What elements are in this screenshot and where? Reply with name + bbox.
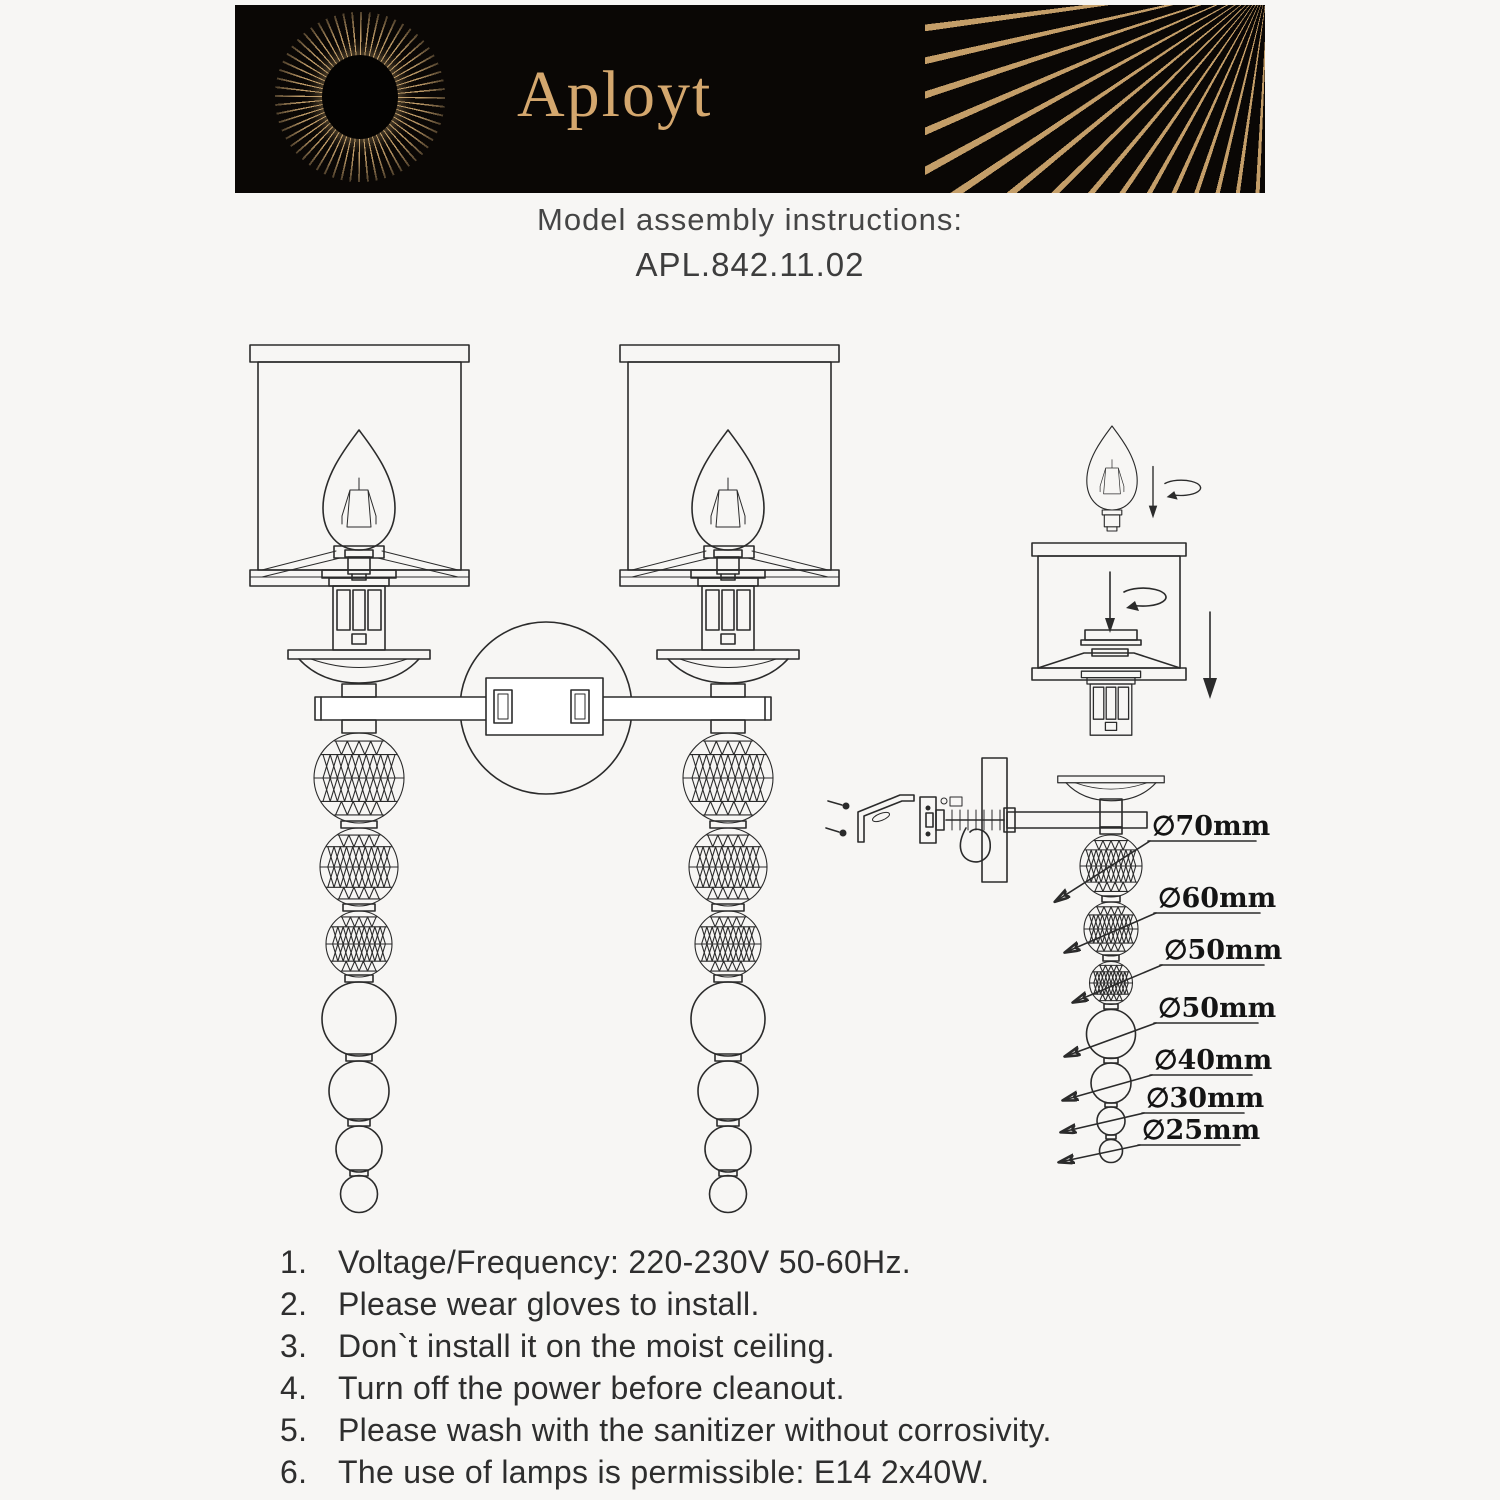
instruction-number: 2. <box>280 1286 308 1322</box>
screw-rotation-icon <box>1149 467 1201 519</box>
instruction-number: 6. <box>280 1454 308 1490</box>
crystal-stack-left <box>314 733 404 1213</box>
wire <box>960 828 990 862</box>
lamp-shade-side <box>1032 543 1186 680</box>
instruction-list <box>280 1244 1330 1496</box>
instruction-text: Don`t install it on the moist ceiling. <box>338 1328 835 1364</box>
dimension-label: ∅30mm <box>1146 1083 1265 1114</box>
bobeche-left <box>288 650 430 683</box>
instruction-number: 4. <box>280 1370 308 1406</box>
front-view-drawing <box>250 345 839 1213</box>
bobeche-side <box>1058 776 1165 801</box>
shade-rotation-icon <box>1105 572 1166 633</box>
instruction-number: 1. <box>280 1244 308 1280</box>
threaded-ring <box>1085 630 1137 640</box>
instruction-item <box>280 1454 1330 1496</box>
candle-bulb-side <box>1087 426 1137 531</box>
socket-left <box>322 570 396 650</box>
instruction-text: Turn off the power before cleanout. <box>338 1370 845 1406</box>
instruction-item <box>280 1244 1330 1286</box>
instruction-item <box>280 1286 1330 1328</box>
dimension-label: ∅25mm <box>1142 1115 1261 1146</box>
brand-logo-text: Aployt <box>517 58 713 132</box>
instruction-item <box>280 1412 1330 1454</box>
page-title: Model assembly instructions: <box>537 202 963 237</box>
dimension-label: ∅50mm <box>1164 935 1283 966</box>
dimension-label: ∅70mm <box>1152 811 1271 842</box>
dimension-label: ∅60mm <box>1158 883 1277 914</box>
instruction-item <box>280 1328 1330 1370</box>
model-number: APL.842.11.02 <box>635 246 865 283</box>
side-view-drawing <box>826 426 1282 1163</box>
crystal-stack-right <box>683 733 773 1213</box>
instruction-text: The use of lamps is permissible: E14 2x40W. <box>338 1454 990 1490</box>
instruction-text: Voltage/Frequency: 220-230V 50-60Hz. <box>338 1244 911 1280</box>
bobeche-right <box>657 650 799 683</box>
instruction-text: Please wear gloves to install. <box>338 1286 760 1322</box>
instruction-item <box>280 1370 1330 1412</box>
instruction-number: 5. <box>280 1412 308 1448</box>
dimension-label: ∅40mm <box>1154 1045 1273 1076</box>
dimension-label: ∅50mm <box>1158 993 1277 1024</box>
instruction-text: Please wash with the sanitizer without corrosivity. <box>338 1412 1052 1448</box>
instruction-number: 3. <box>280 1328 308 1364</box>
mount-arm <box>1007 812 1147 828</box>
socket-right <box>691 570 765 650</box>
